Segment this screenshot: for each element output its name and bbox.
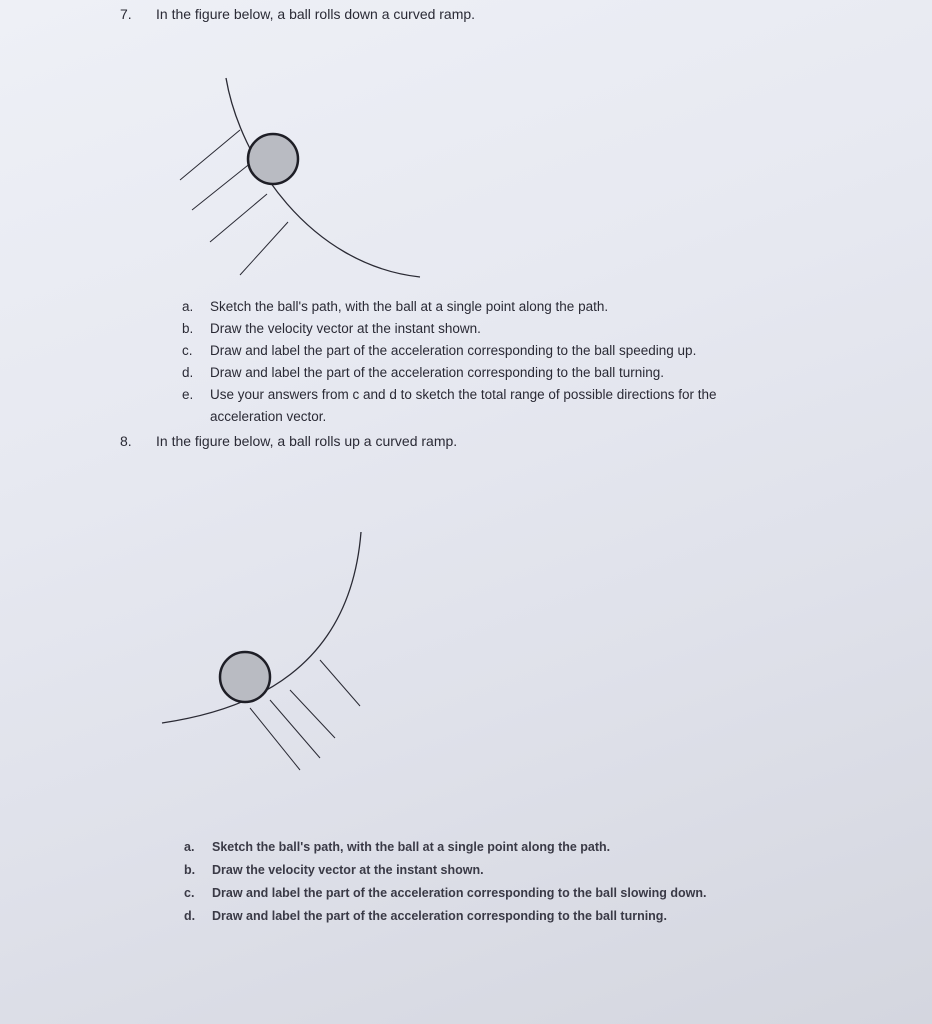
q8-part-c-text: Draw and label the part of the acceleration corresponding to the ball slowing down. — [212, 886, 707, 900]
q8-figure — [150, 520, 380, 780]
q7-part-c-letter: c. — [182, 343, 193, 358]
q8-ramp-hatch-1 — [250, 708, 300, 770]
q8-part-d-letter: d. — [184, 909, 196, 923]
q8-title — [120, 433, 457, 449]
q7-part-a — [182, 296, 717, 318]
q7-part-b-letter: b. — [182, 321, 194, 336]
q7-part-c-text: Draw and label the part of the acceleration corresponding to the ball speeding up. — [210, 343, 697, 358]
q8-ball — [220, 652, 270, 702]
q7-part-d — [182, 362, 717, 384]
q7-ramp-hatch-1 — [180, 130, 240, 180]
q7-title-text: In the figure below, a ball rolls down a curved ramp. — [156, 6, 476, 22]
q8-part-d — [184, 905, 707, 928]
q7-part-e — [182, 384, 717, 428]
q8-part-b — [184, 859, 707, 882]
q7-figure — [170, 70, 430, 285]
q7-part-b-text: Draw the velocity vector at the instant shown. — [210, 321, 481, 336]
q7-ball — [248, 134, 298, 184]
q7-part-e-text: Use your answers from c and d to sketch the total range of possible directions for the — [210, 387, 717, 402]
q7-number: 7. — [120, 6, 132, 22]
q7-part-b — [182, 318, 717, 340]
q8-part-a-letter: a. — [184, 840, 195, 854]
q7-part-d-text: Draw and label the part of the acceleration corresponding to the ball turning. — [210, 365, 665, 380]
q7-part-e-text-cont: acceleration vector. — [210, 409, 327, 424]
q8-part-a-text: Sketch the ball's path, with the ball at a single point along the path. — [212, 840, 611, 854]
q8-title-text: In the figure below, a ball rolls up a curved ramp. — [156, 433, 458, 449]
q8-ramp-hatch-4 — [320, 660, 360, 706]
q8-part-b-text: Draw the velocity vector at the instant shown. — [212, 863, 484, 877]
q8-number: 8. — [120, 433, 132, 449]
q8-part-c-letter: c. — [184, 886, 195, 900]
q8-parts-list — [184, 836, 707, 928]
q7-part-d-letter: d. — [182, 365, 194, 380]
q8-ramp-hatch-2 — [270, 700, 320, 758]
q7-parts-list — [182, 296, 717, 428]
q7-part-e-letter: e. — [182, 387, 194, 402]
q8-part-c — [184, 882, 707, 905]
q7-part-a-text: Sketch the ball's path, with the ball at a single point along the path. — [210, 299, 609, 314]
q7-part-c — [182, 340, 717, 362]
q7-ramp-hatch-3 — [210, 194, 267, 242]
q7-ramp-hatch-4 — [240, 222, 288, 275]
q8-part-a — [184, 836, 707, 859]
q7-title — [120, 6, 475, 22]
q8-part-d-text: Draw and label the part of the acceleration corresponding to the ball turning. — [212, 909, 667, 923]
q7-ramp-hatch-2 — [192, 162, 252, 210]
q8-part-b-letter: b. — [184, 863, 196, 877]
q7-part-a-letter: a. — [182, 299, 194, 314]
